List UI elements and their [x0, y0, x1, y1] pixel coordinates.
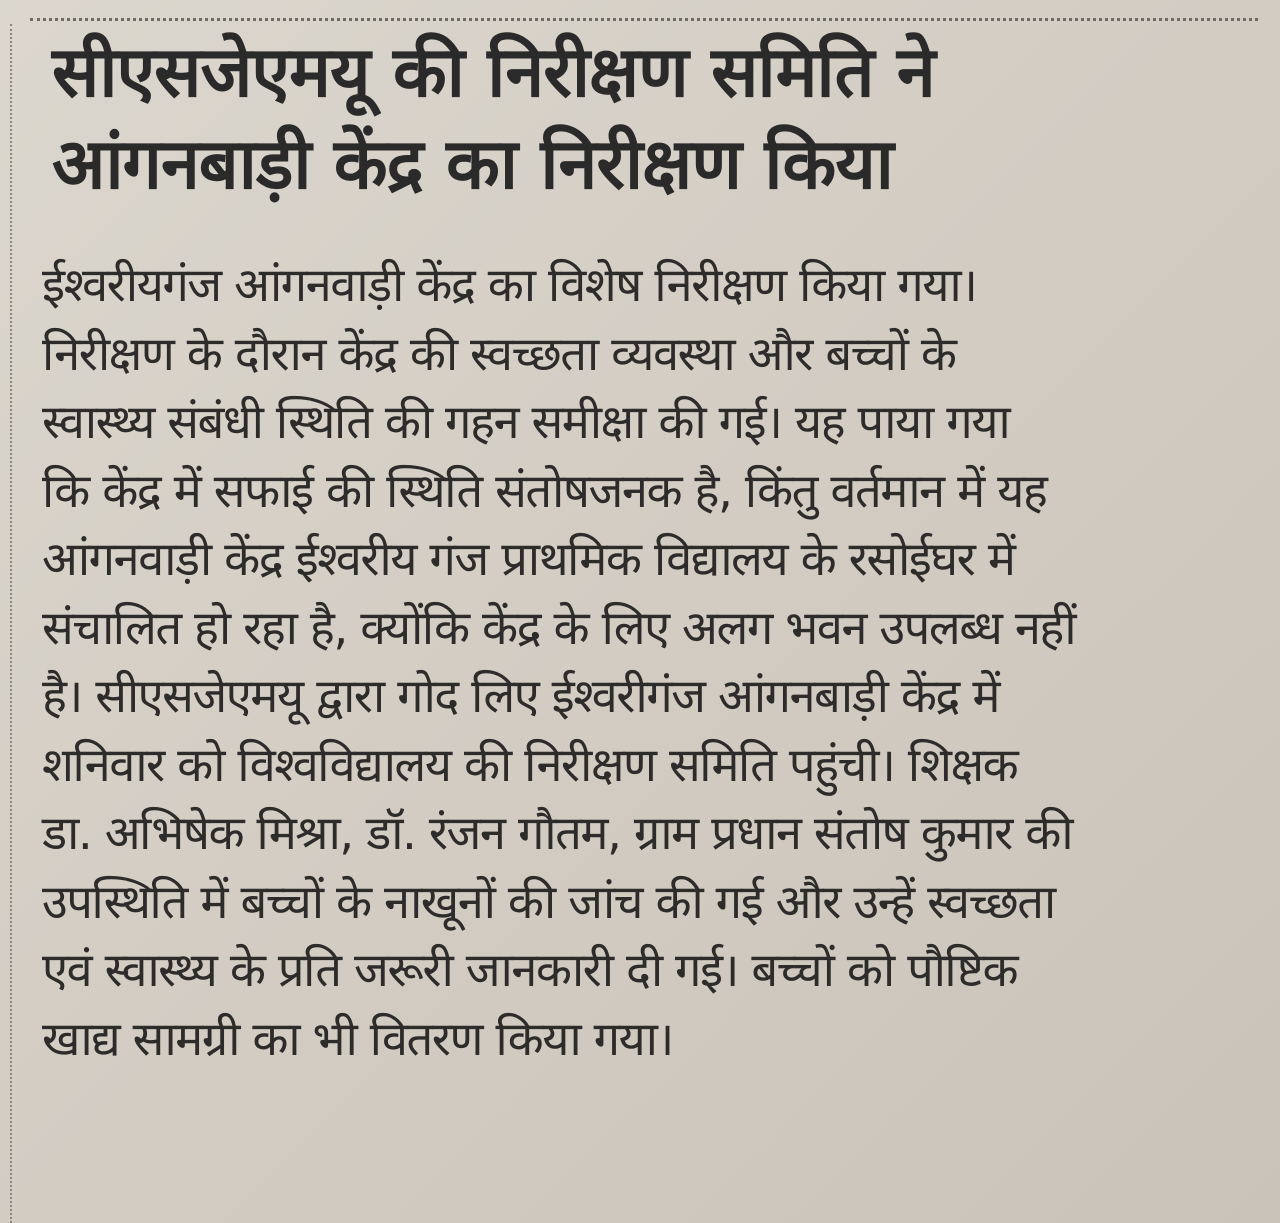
body-line: उपस्थिति में बच्चों के नाखूनों की जांच की गई और उन्हें स्वच्छता [42, 874, 1055, 930]
body-line: डा. अभिषेक मिश्रा, डॉ. रंजन गौतम, ग्राम प्रधान संतोष कुमार की [42, 806, 1073, 861]
body-line: ईश्वरीयगंज आंगनवाड़ी केंद्र का विशेष निरीक्षण किया गया। [42, 258, 977, 313]
headline-line: आंगनबाड़ी केंद्र का निरीक्षण किया [52, 123, 893, 205]
body-line: कि केंद्र में सफाई की स्थिति संतोषजनक है, किंतु वर्तमान में यह [42, 463, 1047, 519]
body-line: संचालित हो रहा है, क्योंकि केंद्र के लिए अलग भवन उपलब्ध नहीं [42, 600, 1076, 656]
headline-line: सीएसजेएमयू की निरीक्षण समिति ने [52, 31, 935, 113]
dotted-left-border [10, 24, 12, 1223]
body-line: शनिवार को विश्वविद्यालय की निरीक्षण समिति पहुंची। शिक्षक [42, 737, 1018, 793]
body-line: खाद्य सामग्री का भी वितरण किया गया। [42, 1011, 673, 1067]
body-line: स्वास्थ्य संबंधी स्थिति की गहन समीक्षा की गई। यह पाया गया [42, 395, 1010, 450]
body-line: आंगनवाड़ी केंद्र ईश्वरीय गंज प्राथमिक विद्यालय के रसोईघर में [42, 532, 1015, 587]
dotted-top-border [30, 18, 1258, 21]
body-line: निरीक्षण के दौरान केंद्र की स्वच्छता व्यवस्था और बच्चों के [42, 326, 956, 382]
body-line: एवं स्वास्थ्य के प्रति जरूरी जानकारी दी गई। बच्चों को पौष्टिक [42, 943, 1018, 998]
article-headline [52, 26, 1252, 210]
body-line: है। सीएसजेएमयू द्वारा गोद लिए ईश्वरीगंज आंगनबाड़ी केंद्र में [42, 669, 999, 724]
article-body [42, 252, 1257, 1074]
